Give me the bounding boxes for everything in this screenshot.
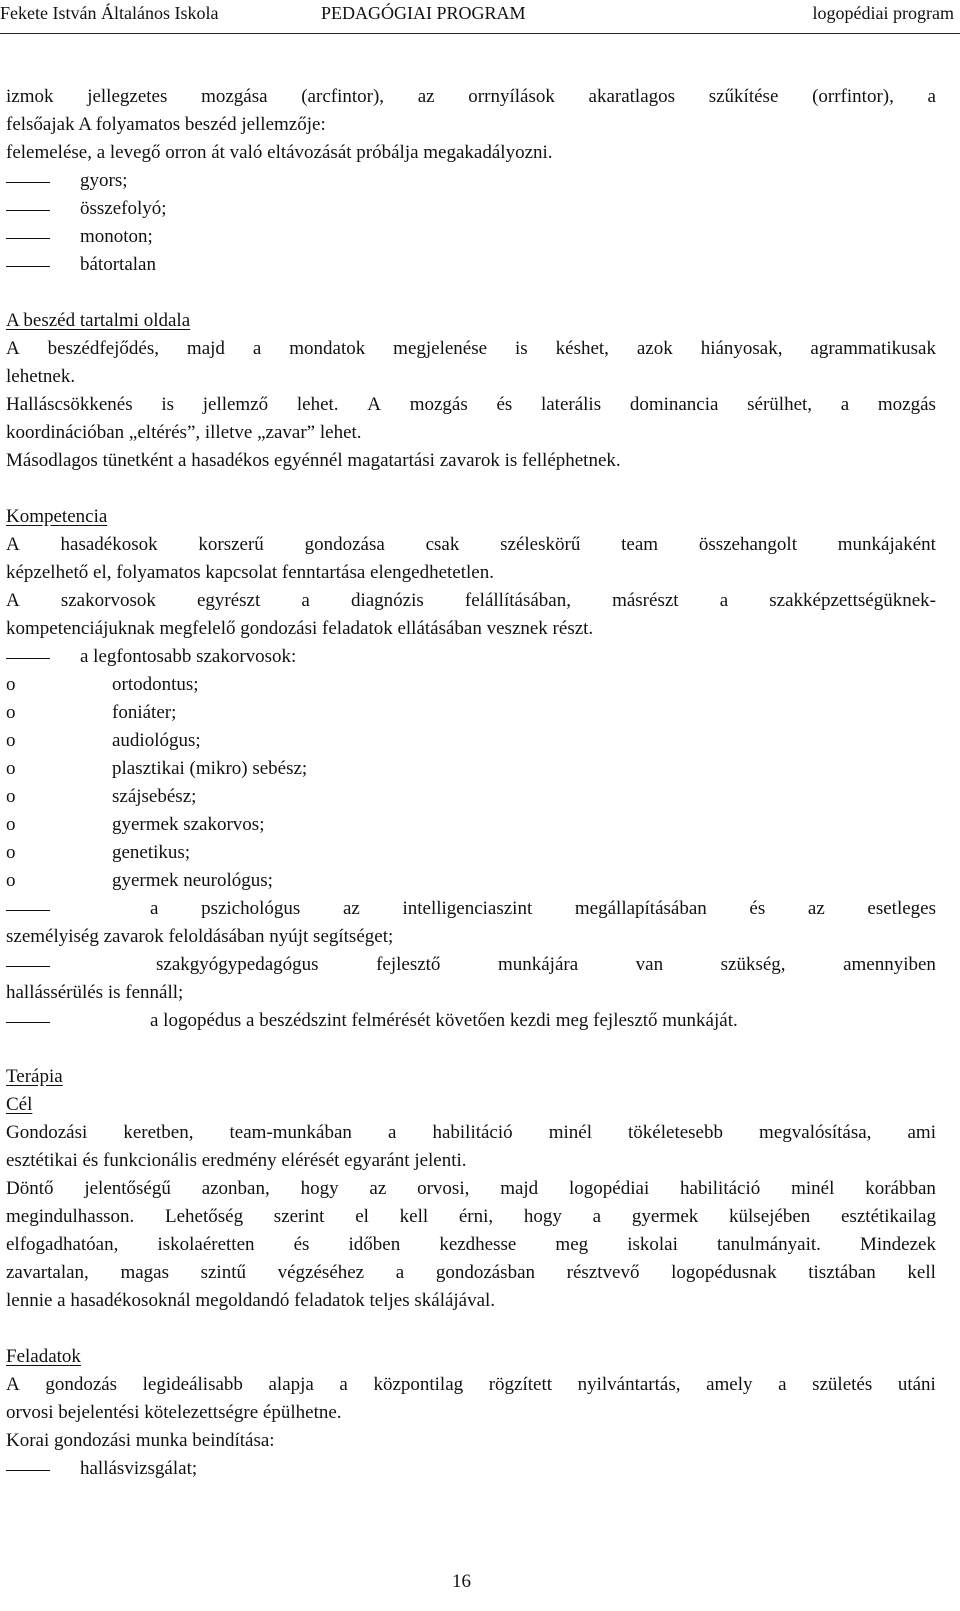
word: másrészt [612,590,679,611]
word: szakorvosok [60,590,156,611]
word: rögzített [488,1374,553,1395]
word: team [621,534,659,555]
word: a [592,1206,602,1227]
word: amely [706,1374,753,1395]
word: szakgyógypedagógus [156,954,319,975]
page-number: 16 [452,1571,471,1592]
word: nyilvántartás, [577,1374,681,1395]
word: a [252,338,262,359]
word: a [719,590,729,611]
section-heading: A beszéd tartalmi oldala [6,310,191,331]
word: logopédiai [569,1178,650,1199]
paragraph-line [6,1372,936,1398]
word: elfogadhatóan, [6,1234,119,1255]
list-item: monoton; [80,226,153,247]
word: pszichológus [201,898,301,919]
word: Lehetőség [164,1206,244,1227]
list-item: a logopédus a beszédszint felmérését követően kezdi meg fejlesztő munkáját. [150,1010,738,1031]
page-header [0,0,960,30]
list-item: gyors; [80,170,128,191]
word: a [927,86,936,107]
word: szerint [273,1206,325,1227]
dash-bullet [6,952,52,978]
word: megindulhasson. [6,1206,135,1227]
word: megjelenése [393,338,488,359]
section-subheading: Cél [6,1094,33,1115]
word: összehangolt [698,534,797,555]
specialist-item: audiológus; [112,730,201,751]
word: Döntő [6,1178,54,1199]
word: kell [907,1262,936,1283]
paragraph-line: lennie a hasadékosoknál megoldandó feladatok teljes skálájával. [6,1290,496,1311]
bullet-marker: o [6,730,16,751]
word: szakképzettségüknek- [769,590,936,611]
word: iskolai [627,1234,678,1255]
word: megállapításában [574,898,707,919]
word: A [367,394,381,415]
paragraph-line [6,84,936,110]
word: majd [500,1178,539,1199]
word: mozgás [409,394,468,415]
paragraph-line: képzelhető el, folyamatos kapcsolat fenntartása elengedhetetlen. [6,562,494,583]
paragraph-line [6,532,936,558]
header-program-title: PEDAGÓGIAI PROGRAM [321,3,526,23]
word: minél [548,1122,592,1143]
word: a [339,1374,348,1395]
word: gondozás [45,1374,118,1395]
list-item [156,952,936,978]
list-item: hallásvizsgálat; [80,1458,198,1479]
word: mondatok [289,338,366,359]
word: a [840,394,850,415]
word: kezdhesse [439,1234,517,1255]
paragraph-line [6,1232,936,1258]
dash-bullet [6,168,52,194]
word: szűkítése [708,86,779,107]
word: mozgása [201,86,268,107]
word: késhet, [555,338,609,359]
word: szükség, [720,954,786,975]
word: kell [399,1206,429,1227]
specialist-item: szájsebész; [112,786,197,807]
word: habilitáció [680,1178,761,1199]
section-heading: Feladatok [6,1346,81,1367]
dash-bullet [6,224,52,250]
paragraph-line [6,1204,936,1230]
word: széleskörű [500,534,581,555]
word: A [6,338,20,359]
word: laterális [540,394,602,415]
specialist-item: gyermek neurológus; [112,870,273,891]
word: érni, [458,1206,494,1227]
dash-bullet [6,1008,52,1034]
word: tanulmányait. [716,1234,821,1255]
word: tökéletesebb [628,1122,723,1143]
word: időben [348,1234,401,1255]
word: Gondozási [6,1122,88,1143]
word: a [301,590,310,611]
word: a [150,898,159,919]
word: fejlesztő [376,954,441,975]
word: mozgás [877,394,936,415]
word: esztétikailag [841,1206,936,1227]
word: korábban [865,1178,936,1199]
list-item: összefolyó; [80,198,167,219]
word: utáni [897,1374,936,1395]
word: a [778,1374,787,1395]
word: gyermek [631,1206,699,1227]
bullet-marker: o [6,702,16,723]
word: intelligenciaszint [402,898,533,919]
word: iskolaéretten [157,1234,255,1255]
word: meg [555,1234,589,1255]
paragraph-line: felsőajak A folyamatos beszéd jellemzője: [6,114,326,135]
word: hogy [523,1206,562,1227]
word: alapja [268,1374,314,1395]
word: beszédfejődés, [47,338,159,359]
word: keretben, [123,1122,194,1143]
bullet-marker: o [6,870,16,891]
word: (orrfintor), [812,86,894,107]
word: A [6,534,20,555]
word: és [749,898,766,919]
paragraph-line [6,336,936,362]
word: egyrészt [196,590,261,611]
word: sérülhet, [747,394,813,415]
paragraph-line: orvosi bejelentési kötelezettségre épülhetne. [6,1402,342,1423]
word: felállításában, [464,590,571,611]
bullet-marker: o [6,758,16,779]
paragraph-line: Másodlagos tünetként a hasadékos egyénnél magatartási zavarok is felléphetnek. [6,450,621,471]
word: ami [907,1122,936,1143]
word: jellegzetes [87,86,168,107]
word: Mindezek [860,1234,936,1255]
word: orrnyílások [468,86,555,107]
word: központilag [373,1374,464,1395]
word: legideálisabb [142,1374,243,1395]
word: születés [812,1374,873,1395]
paragraph-line: lehetnek. [6,366,76,387]
word: munkájára [497,954,579,975]
paragraph-line [6,1120,936,1146]
word: hasadékosok [60,534,158,555]
word: és [496,394,513,415]
word: a [387,1122,397,1143]
paragraph-line [6,1260,936,1286]
word: az [369,1178,387,1199]
paragraph-line: személyiség zavarok feloldásában nyújt segítséget; [6,926,394,947]
bullet-marker: o [6,842,16,863]
dash-bullet [6,252,52,278]
word: habilitáció [432,1122,513,1143]
word: jellemző [202,394,269,415]
specialist-item: genetikus; [112,842,191,863]
word: külsejében [729,1206,811,1227]
word: A [6,590,20,611]
paragraph-line [6,392,936,418]
word: minél [791,1178,835,1199]
word: diagnózis [350,590,424,611]
word: logopédusnak [671,1262,777,1283]
word: tisztában [808,1262,876,1283]
word: az [342,898,360,919]
paragraph-line: kompetenciájuknak megfelelő gondozási feladatok ellátásában vesznek részt. [6,618,594,639]
word: korszerű [198,534,264,555]
word: és [293,1234,310,1255]
dash-bullet [6,644,52,670]
word: el [355,1206,369,1227]
list-item: bátortalan [80,254,156,275]
bullet-marker: o [6,786,16,807]
word: akaratlagos [588,86,676,107]
word: Halláscsökkenés [6,394,133,415]
word: amennyiben [843,954,936,975]
paragraph-line [6,1176,936,1202]
word: résztvevő [566,1262,640,1283]
paragraph-line: Korai gondozási munka beindítása: [6,1430,275,1451]
word: magas [120,1262,169,1283]
specialist-item: plasztikai (mikro) sebész; [112,758,308,779]
word: zavartalan, [6,1262,89,1283]
paragraph-line [6,588,936,614]
word: esetleges [867,898,936,919]
word: azok [636,338,673,359]
word: jelentőségű [84,1178,171,1199]
word: team-munkában [229,1122,352,1143]
word: (arcfintor), [301,86,385,107]
word: végzéséhez [277,1262,365,1283]
word: lehet. [296,394,339,415]
word: hogy [300,1178,339,1199]
word: az [417,86,435,107]
specialist-item: ortodontus; [112,674,199,695]
header-section-title: logopédiai program [812,3,954,23]
dash-bullet [6,1456,52,1482]
bullet-marker: o [6,674,16,695]
dash-bullet [6,196,52,222]
specialist-item: gyermek szakorvos; [112,814,265,835]
word: azonban, [201,1178,270,1199]
paragraph-line: esztétikai és funkcionális eredmény elérését egyaránt jelenti. [6,1150,467,1171]
paragraph-line: felemelése, a levegő orron át való eltávozását próbálja megakadályozni. [6,142,553,163]
word: megvalósítása, [759,1122,872,1143]
section-heading: Kompetencia [6,506,108,527]
word: munkájaként [837,534,936,555]
list-item [150,896,936,922]
word: dominancia [629,394,719,415]
bullet-marker: o [6,814,16,835]
word: az [807,898,825,919]
paragraph-line: hallássérülés is fennáll; [6,982,184,1003]
header-rule [0,33,960,34]
word: majd [186,338,225,359]
specialist-item: foniáter; [112,702,177,723]
word: gondozása [304,534,385,555]
header-school-name: Fekete István Általános Iskola [0,3,219,23]
paragraph-line: koordinációban „eltérés”, illetve „zavar” lehet. [6,422,362,443]
word: van [635,954,664,975]
word: csak [425,534,460,555]
word: agrammatikusak [810,338,936,359]
word: hiányosak, [700,338,783,359]
word: szintű [200,1262,246,1283]
dash-bullet [6,896,52,922]
word: is [161,394,175,415]
word: is [515,338,528,359]
section-heading: Terápia [6,1066,63,1087]
list-item: a legfontosabb szakorvosok: [80,646,297,667]
word: gondozásban [435,1262,536,1283]
word: izmok [6,86,54,107]
word: A [6,1374,20,1395]
word: orvosi, [417,1178,470,1199]
word: a [395,1262,405,1283]
